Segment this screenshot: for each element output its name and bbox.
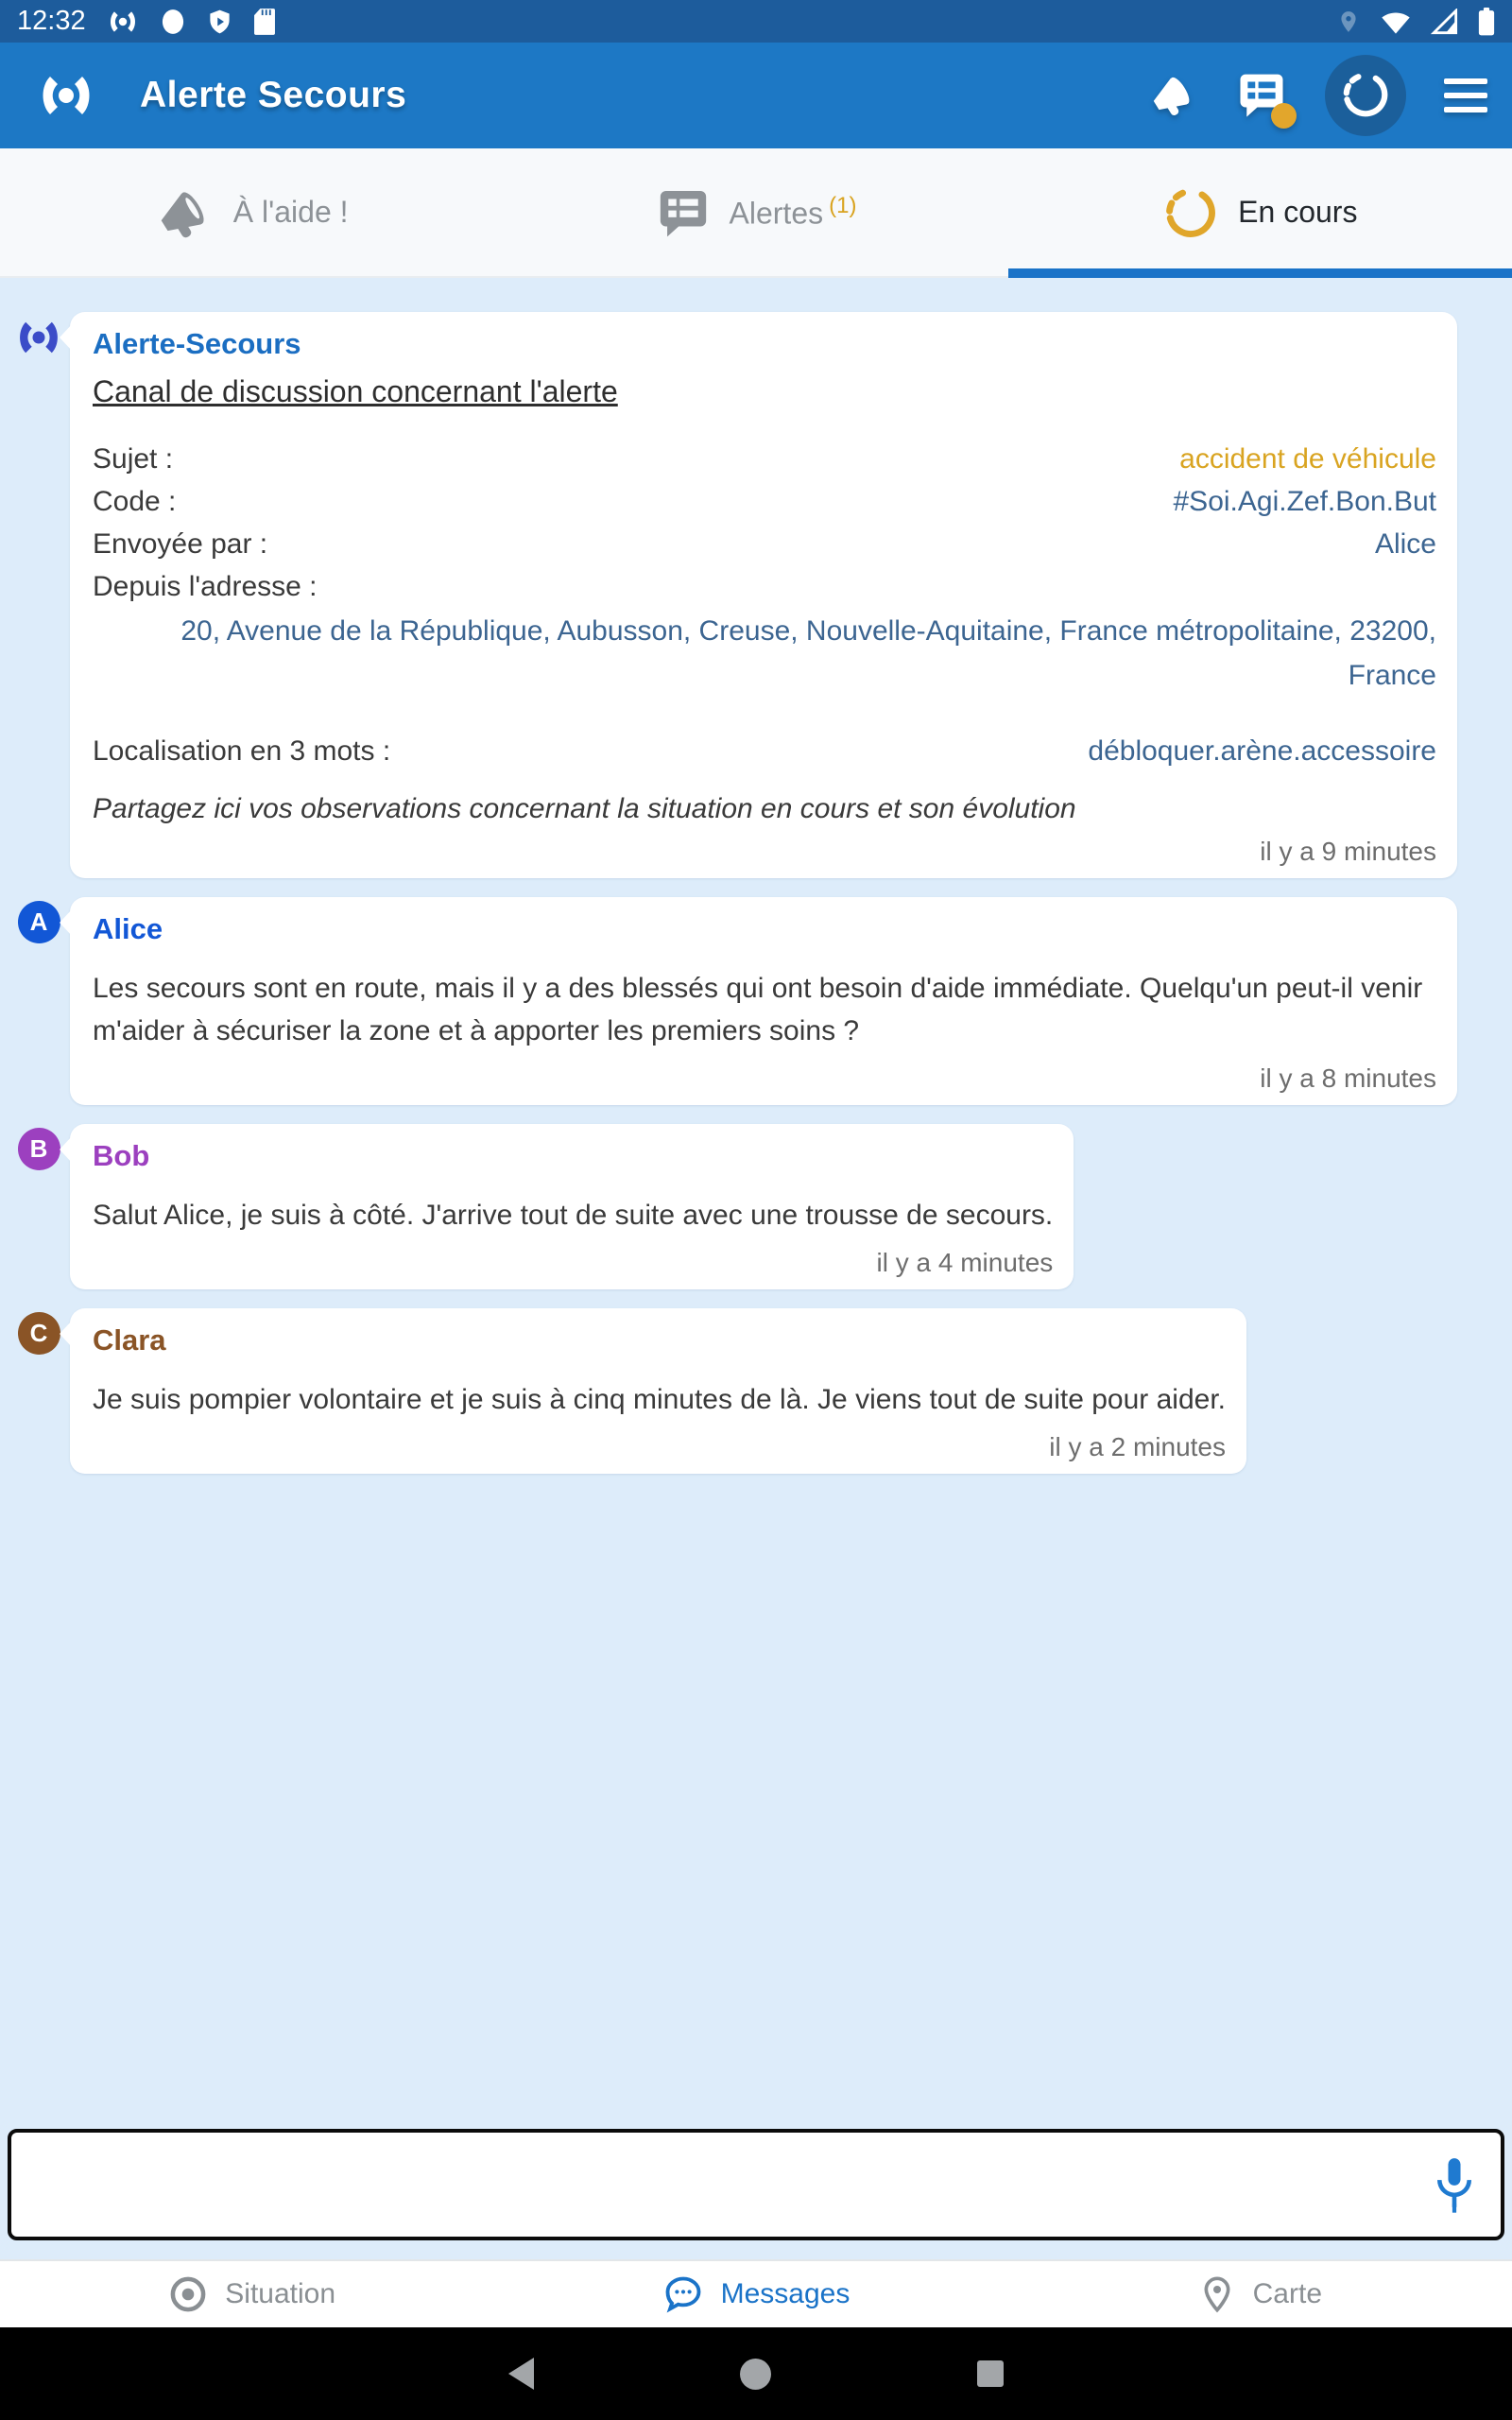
nav-label: Messages xyxy=(720,2278,850,2309)
megaphone-icon xyxy=(156,183,215,242)
megaphone-icon xyxy=(1149,70,1198,122)
spinner-icon xyxy=(1162,184,1219,241)
alerts-badge-dot xyxy=(1271,103,1297,129)
app-title: Alerte Secours xyxy=(140,75,407,115)
record-dot-icon xyxy=(160,9,186,35)
location-pin-icon xyxy=(1336,8,1361,36)
menu-button[interactable] xyxy=(1444,78,1487,112)
three-words-link[interactable]: débloquer.arène.accessoire xyxy=(1088,735,1436,767)
message-alice xyxy=(0,897,1512,1105)
alerts-button[interactable] xyxy=(1236,69,1287,123)
message-clara xyxy=(0,1308,1512,1474)
message-bubble xyxy=(70,1124,1074,1289)
sync-button[interactable] xyxy=(1325,55,1406,136)
nav-item-carte[interactable] xyxy=(1008,2273,1512,2315)
field-label: Code : xyxy=(93,486,177,517)
microphone-icon xyxy=(1433,2150,1476,2221)
nav-label: Situation xyxy=(225,2278,336,2309)
field-label: Localisation en 3 mots : xyxy=(93,735,391,767)
tab-bar xyxy=(0,148,1512,278)
message-body: Les secours sont en route, mais il y a des blessés qui ont besoin d'aide immédiate. Quelqu'un peut-il venir m'aider à sécuriser la zone et à apporter les premiers soins ? xyxy=(93,973,1423,1046)
active-tab-indicator xyxy=(1008,268,1512,278)
message-input[interactable] xyxy=(11,2133,1433,2237)
field-localisation xyxy=(93,730,1436,772)
field-adresse-label xyxy=(93,565,1436,608)
map-pin-icon xyxy=(1198,2273,1236,2315)
app-bar xyxy=(0,43,1512,148)
spinner-icon xyxy=(1340,69,1391,123)
wifi-icon xyxy=(1380,9,1412,35)
timestamp: il y a 2 minutes xyxy=(1049,1432,1226,1461)
timestamp: il y a 8 minutes xyxy=(1260,1063,1436,1093)
chat-bubble-icon xyxy=(662,2273,704,2315)
sender-name: Bob xyxy=(93,1139,150,1172)
message-body: Salut Alice, je suis à côté. J'arrive tout de suite avec une trousse de secours. xyxy=(93,1200,1054,1231)
mic-button[interactable] xyxy=(1433,2150,1476,2221)
status-bar xyxy=(0,0,1512,43)
recents-button[interactable] xyxy=(977,2360,1004,2387)
field-code xyxy=(93,480,1436,523)
nav-item-situation[interactable] xyxy=(0,2274,504,2314)
back-icon xyxy=(508,2358,534,2390)
message-bubble xyxy=(70,1308,1246,1474)
composer-box xyxy=(8,2129,1504,2240)
field-value[interactable]: #Soi.Agi.Zef.Bon.But xyxy=(1173,486,1436,517)
app-logo-icon xyxy=(36,74,96,117)
android-nav-bar xyxy=(0,2327,1512,2420)
sdcard-icon xyxy=(253,8,276,36)
field-sujet xyxy=(93,438,1436,480)
megaphone-button[interactable] xyxy=(1149,70,1198,122)
field-label: Sujet : xyxy=(93,443,174,475)
sender-name: Clara xyxy=(93,1323,166,1357)
field-label: Depuis l'adresse : xyxy=(93,571,318,602)
tab-alertes[interactable] xyxy=(504,148,1007,276)
battery-icon xyxy=(1478,8,1495,36)
composer xyxy=(0,2121,1512,2259)
tab-en-cours[interactable] xyxy=(1008,148,1512,276)
avatar: C xyxy=(18,1312,60,1355)
target-icon xyxy=(168,2274,208,2314)
message-heading: Canal de discussion concernant l'alerte xyxy=(93,374,618,408)
tab-a-laide[interactable] xyxy=(0,148,504,276)
timestamp: il y a 9 minutes xyxy=(1260,837,1436,866)
address-link[interactable]: 20, Avenue de la République, Aubusson, Creuse, Nouvelle-Aquitaine, France métropolitaine, 23200, France xyxy=(180,615,1436,691)
timestamp: il y a 4 minutes xyxy=(876,1248,1054,1277)
alert-list-chat-icon xyxy=(656,185,711,240)
sender-name: Alerte-Secours xyxy=(93,327,301,360)
tab-alertes-badge: (1) xyxy=(829,193,857,219)
observation-note: Partagez ici vos observations concernant la situation en cours et son évolution xyxy=(93,793,1076,824)
nav-label: Carte xyxy=(1252,2278,1322,2309)
home-icon xyxy=(740,2359,771,2390)
alert-signal-icon xyxy=(107,10,139,33)
message-bubble xyxy=(70,897,1457,1105)
message-bubble xyxy=(70,312,1457,878)
tab-label: À l'aide ! xyxy=(232,195,349,229)
field-value: accident de véhicule xyxy=(1179,443,1436,475)
tab-label: Alertes xyxy=(729,196,824,231)
tab-label: En cours xyxy=(1238,195,1358,229)
sender-name: Alice xyxy=(93,912,163,945)
avatar: A xyxy=(18,901,60,943)
message-body: Je suis pompier volontaire et je suis à cinq minutes de là. Je viens tout de suite pour aider. xyxy=(93,1384,1226,1415)
field-label: Envoyée par : xyxy=(93,528,268,560)
play-protect-shield-icon xyxy=(207,9,232,35)
chat-area xyxy=(0,278,1512,2259)
avatar: B xyxy=(18,1128,60,1170)
message-bob xyxy=(0,1124,1512,1289)
back-button[interactable] xyxy=(508,2358,534,2390)
field-value: Alice xyxy=(1374,528,1436,560)
bottom-nav xyxy=(0,2259,1512,2327)
menu-icon xyxy=(1444,78,1487,112)
recents-icon xyxy=(977,2360,1004,2387)
home-button[interactable] xyxy=(740,2359,771,2390)
message-alerte-secours xyxy=(0,312,1512,878)
nav-item-messages[interactable] xyxy=(504,2273,1007,2315)
field-envoyee-par xyxy=(93,523,1436,565)
cell-signal-icon xyxy=(1431,9,1459,35)
status-time: 12:32 xyxy=(17,6,86,36)
